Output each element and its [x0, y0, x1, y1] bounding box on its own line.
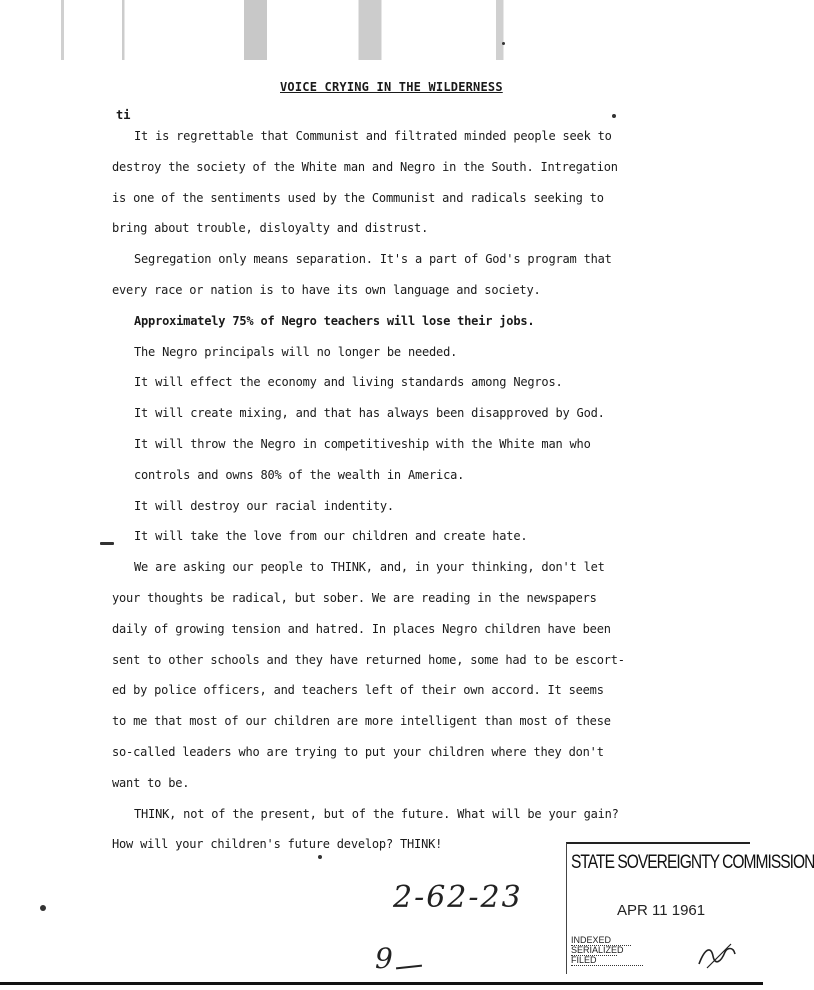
- scan-speck: [612, 114, 616, 118]
- text-line: daily of growing tension and hatred. In places Negro children have been: [112, 621, 611, 636]
- text-line: sent to other schools and they have returned home, some had to be escort-: [112, 652, 625, 667]
- text-line: It will effect the economy and living standards among Negros.: [134, 375, 563, 390]
- text-line: to me that most of our children are more intelligent than most of these: [112, 714, 611, 729]
- text-line: It will create mixing, and that has always been disapproved by God.: [134, 406, 605, 421]
- text-line: Segregation only means separation. It's a part of God's program that: [134, 252, 612, 267]
- scan-bottom-edge: [0, 982, 763, 985]
- stamp-title: STATE SOVEREIGNTY COMMISSION: [571, 852, 814, 873]
- stamp-labels: [571, 936, 643, 966]
- text-line: It will throw the Negro in competitiveship with the White man who: [134, 436, 591, 451]
- text-line: THINK, not of the present, but of the future. What will be your gain?: [134, 806, 619, 821]
- document-title: VOICE CRYING IN THE WILDERNESS: [280, 80, 503, 94]
- handwritten-file-number: 2-62-23: [393, 880, 523, 915]
- stamp-date: APR 11 1961: [617, 902, 706, 919]
- scan-speck: [318, 855, 322, 859]
- text-line: It is regrettable that Communist and filtrated minded people seek to: [134, 129, 612, 143]
- text-line: Approximately 75% of Negro teachers will lose their jobs.: [134, 313, 535, 328]
- text-line: We are asking our people to THINK, and, in your thinking, don't let: [134, 560, 605, 575]
- text-line: destroy the society of the White man and Negro in the South. Intregation: [112, 159, 618, 174]
- scan-header-noise: [0, 0, 763, 60]
- text-line: every race or nation is to have its own language and society.: [112, 282, 541, 297]
- scan-speck: [100, 542, 114, 545]
- text-line: ed by police officers, and teachers left of their own accord. It seems: [112, 683, 604, 698]
- text-line: It will take the love from our children and create hate.: [134, 529, 528, 544]
- stamp-label-indexed: INDEXED: [571, 936, 643, 946]
- margin-mark: ti: [116, 108, 131, 122]
- text-line: It will destroy our racial indentity.: [134, 498, 394, 513]
- page-number-underline: [396, 965, 422, 970]
- text-line: is one of the sentiments used by the Communist and radicals seeking to: [112, 190, 604, 205]
- stamp-label-filed: FILED: [571, 956, 643, 966]
- scan-speck: [40, 905, 46, 911]
- text-line: want to be.: [112, 775, 190, 790]
- scan-speck: [502, 42, 505, 45]
- document-body: [112, 121, 657, 860]
- text-line: controls and owns 80% of the wealth in America.: [134, 467, 465, 482]
- text-line: The Negro principals will no longer be needed.: [134, 344, 458, 359]
- text-line: your thoughts be radical, but sober. We are reading in the newspapers: [112, 590, 597, 605]
- commission-stamp: [566, 842, 814, 974]
- handwritten-initials-icon: [697, 942, 737, 970]
- text-line: How will your children's future develop? THINK!: [112, 837, 443, 852]
- stamp-label-serialized: SERIALIZED: [571, 945, 624, 955]
- text-line: so-called leaders who are trying to put your children where they don't: [112, 744, 604, 759]
- handwritten-page-number: 9: [375, 942, 393, 975]
- text-line: bring about trouble, disloyalty and distrust.: [112, 221, 429, 236]
